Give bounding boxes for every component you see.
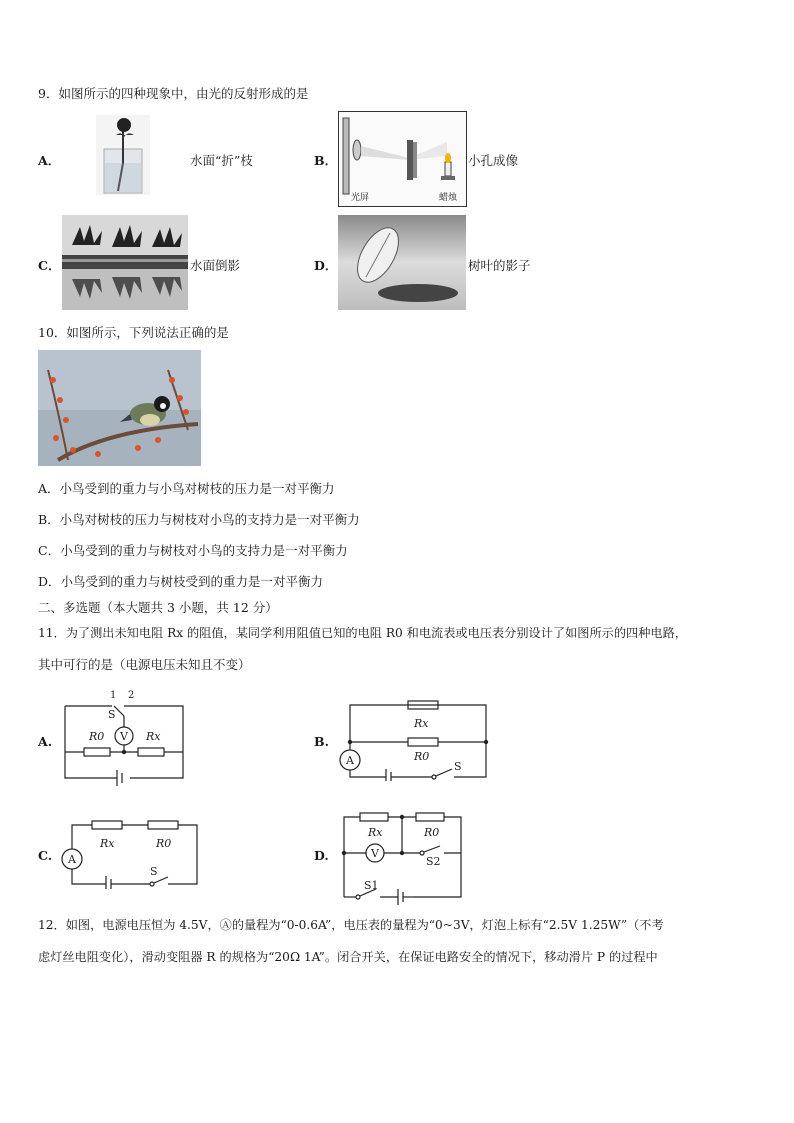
switch2-label-d: S2 xyxy=(426,855,441,868)
q9-b-label-screen: 光屏 xyxy=(351,193,370,203)
voltmeter-label-a: V xyxy=(120,730,128,743)
q11-option-c-letter: C. xyxy=(38,848,53,863)
q11-circuit-c xyxy=(60,817,200,889)
r0-label-b: R0 xyxy=(414,750,430,763)
switch-label-a: S xyxy=(108,708,116,721)
switch-pos1-label: 1 xyxy=(110,690,117,701)
switch1-label-d: S1 xyxy=(364,879,379,892)
q10-option-b: B．小鸟对树枝的压力与树枝对小鸟的支持力是一对平衡力 xyxy=(38,512,360,527)
q11-stem-line2: 其中可行的是（电源电压未知且不变） xyxy=(38,657,251,672)
r0-label-d: R0 xyxy=(424,826,440,839)
q10-bird-image xyxy=(38,350,201,466)
q9-option-a-caption: 水面“折”枝 xyxy=(190,153,253,168)
q10-stem: 10．如图所示，下列说法正确的是 xyxy=(38,325,229,340)
q9-option-c-letter: C． xyxy=(38,258,61,273)
q9-option-d-letter: D． xyxy=(314,258,338,273)
q9-stem: 9．如图所示的四种现象中，由光的反射形成的是 xyxy=(38,86,309,101)
q10-option-d: D．小鸟受到的重力与树枝受到的重力是一对平衡力 xyxy=(38,574,324,589)
q11-option-a-letter: A. xyxy=(38,734,53,749)
q9-b-label-candle: 蜡烛 xyxy=(439,193,458,203)
q9-option-d-caption: 树叶的影子 xyxy=(468,258,531,273)
section-heading: 二、多选题（本大题共 3 小题，共 12 分） xyxy=(38,600,278,615)
q11-option-b-letter: B. xyxy=(314,734,329,749)
ammeter-label-c: A xyxy=(68,853,76,866)
q9-option-c-caption: 水面倒影 xyxy=(190,258,241,273)
r0-label-c: R0 xyxy=(156,837,172,850)
q9-option-d-image xyxy=(338,215,466,310)
q9-option-a-letter: A． xyxy=(38,153,61,168)
switch-label-b: S xyxy=(454,760,462,773)
switch-pos2-label: 2 xyxy=(128,690,135,701)
rx-label-a: Rx xyxy=(146,730,161,743)
q11-circuit-b xyxy=(336,697,490,781)
voltmeter-label-d: V xyxy=(371,847,379,860)
q12-line2: 虑灯丝电阻变化），滑动变阻器 R 的规格为“20Ω 1A”。闭合开关，在保证电路安全的情况下，移动滑片 P 的过程中 xyxy=(38,950,658,964)
q9-option-a-image xyxy=(96,115,150,195)
q9-option-b-caption: 小孔成像 xyxy=(468,153,519,168)
q9-option-b-image xyxy=(338,111,467,207)
q9-option-c-image xyxy=(62,215,188,310)
rx-label-c: Rx xyxy=(100,837,115,850)
rx-label-d: Rx xyxy=(368,826,383,839)
q12-line1: 12．如图，电源电压恒为 4.5V，Ⓐ的量程为“0-0.6A”，电压表的量程为“0~3V，灯泡上标有“2.5V 1.25W”（不考 xyxy=(38,918,664,932)
q11-option-d-letter: D. xyxy=(314,848,329,863)
q10-option-a: A．小鸟受到的重力与小鸟对树枝的压力是一对平衡力 xyxy=(38,481,335,496)
rx-label-b: Rx xyxy=(414,717,429,730)
q9-option-b-letter: B． xyxy=(314,153,338,168)
q11-circuit-a xyxy=(62,686,186,792)
switch-label-c: S xyxy=(150,865,158,878)
ammeter-label-b: A xyxy=(346,754,354,767)
q10-option-c: C．小鸟受到的重力与树枝对小鸟的支持力是一对平衡力 xyxy=(38,543,348,558)
q11-circuit-d xyxy=(340,809,464,905)
r0-label-a: R0 xyxy=(89,730,105,743)
q11-stem-line1: 11．为了测出未知电阻 Rx 的阻值，某同学利用阻值已知的电阻 R0 和电流表或电压表分别设计了如图所示的四种电路， xyxy=(38,626,687,640)
